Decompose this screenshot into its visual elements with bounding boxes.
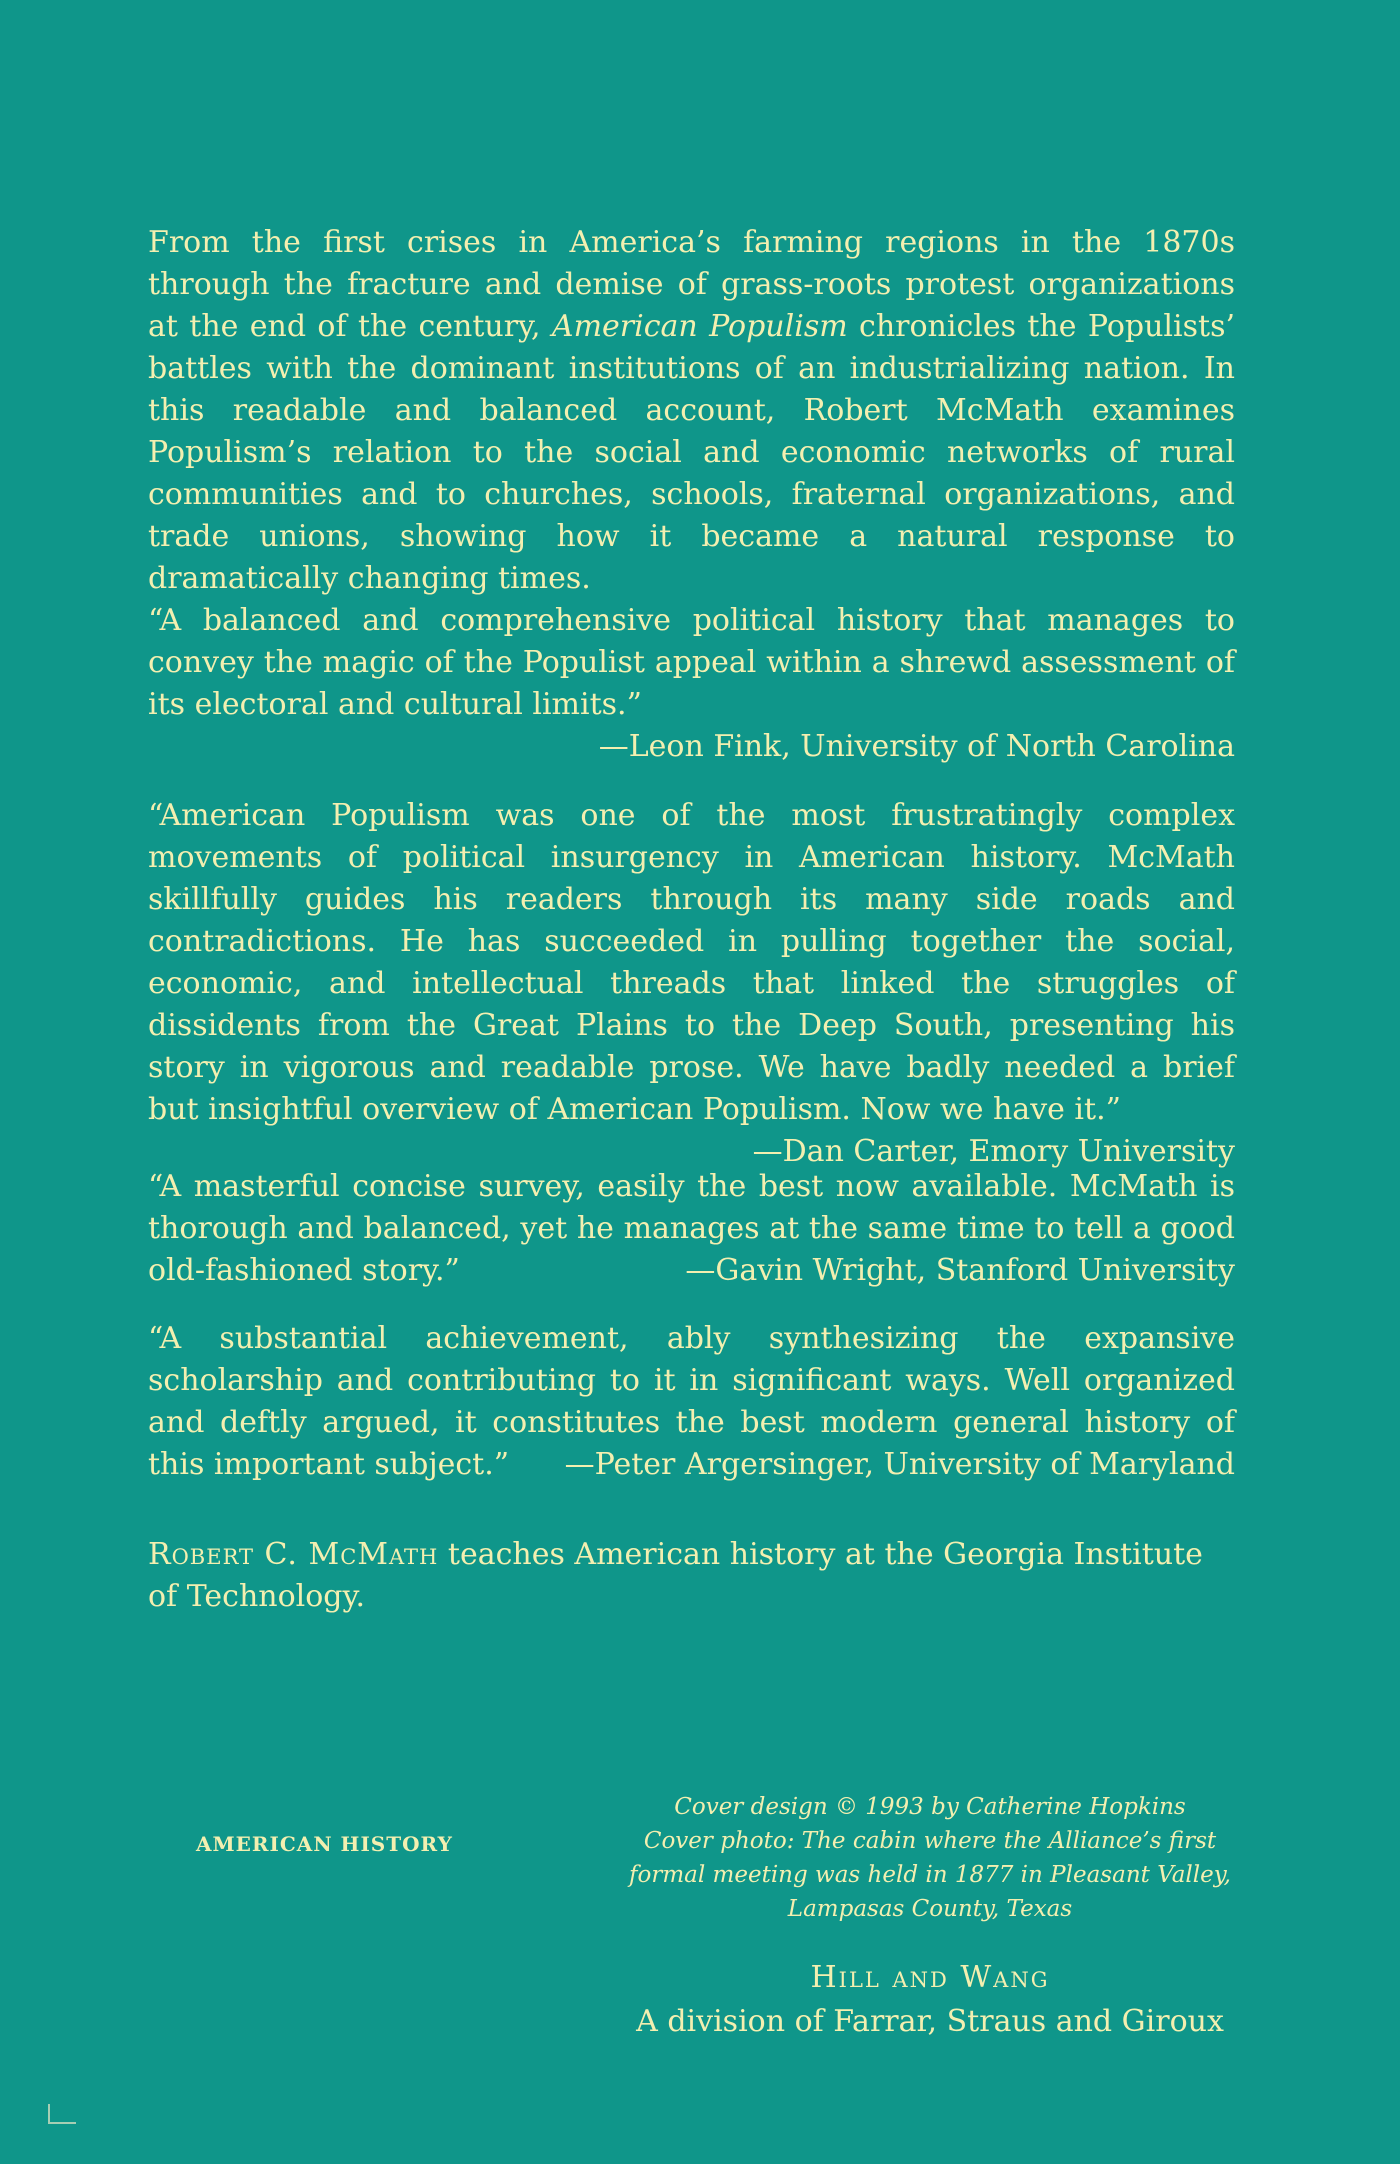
quote-attribution: —Gavin Wright, Stanford University (685, 1253, 1235, 1288)
book-title: American Populism (551, 309, 848, 344)
quote-attribution: —Dan Carter, Emory University (752, 1134, 1235, 1169)
credit-line: formal meeting was held in 1877 in Pleasant Valley, (629, 1862, 1231, 1888)
credit-line: Cover photo: The cabin where the Alliance’s first (643, 1828, 1217, 1854)
quote-attribution: —Peter Argersinger, University of Maryland (564, 1447, 1235, 1482)
category-label: AMERICAN HISTORY (196, 1832, 453, 1856)
quote-text: “American Populism was one of the most frustratingly complex movements of political insurgency in American history. McMath skillfully guides his readers through its many side roads and contradictions. He has succeeded in pulling together the social, economic, and intellectual threads that linked the struggles of dissidents from the Great Plains to the Deep South, presenting his story in vigorous and readable prose. We have badly needed a brief but insightful overview of American Populism. Now we have it.” —Dan Carter, Emory University (148, 795, 1235, 1131)
review-quote (148, 600, 1235, 768)
description-paragraph: From the first crises in America’s farming regions in the 1870s through the fracture and demise of grass-roots protest organizations at the end of the century, American Populism chronicles the Populists’ battles with the dominant institutions of an industrializing nation. In this readable and balanced account, Robert McMath examines Populism’s relation to the social and economic networks of rural communities and to churches, schools, fraternal organizations, and trade unions, showing how it became a natural response to dramatically changing times. (148, 225, 1235, 596)
cover-credits (590, 1790, 1270, 1926)
author-name: Robert C. McMath (148, 1537, 439, 1572)
publisher-name: Hill and Wang (810, 1960, 1050, 1995)
quote-attribution: —Leon Fink, University of North Carolina (598, 729, 1235, 764)
bio-paragraph: Robert C. McMath teaches American history at the Georgia Institute of Technology. (148, 1537, 1203, 1614)
quote-text: “A substantial achievement, ably synthesizing the expansive scholarship and contributing to it in significant ways. Well organized and deftly argued, it constitutes the best modern general history of this important subject.” —Peter Argersinger, University of Maryland (148, 1318, 1235, 1486)
quote-text: “A masterful concise survey, easily the best now available. McMath is thorough and balanced, yet he manages at the same time to tell a good old-fashioned story.” —Gavin Wright, Stanford University (148, 1166, 1235, 1292)
author-bio (148, 1534, 1235, 1618)
quote-text: “A balanced and comprehensive political history that manages to convey the magic of the Populist appeal within a shrewd assessment of its electoral and cultural limits.” (148, 603, 1235, 722)
book-description (148, 222, 1235, 600)
review-quote (148, 1318, 1235, 1486)
corner-mark-icon (48, 2104, 76, 2124)
publisher-division: A division of Farrar, Straus and Giroux (636, 2004, 1224, 2039)
credit-line: Cover design © 1993 by Catherine Hopkins (674, 1794, 1186, 1820)
review-quote (148, 795, 1235, 1173)
review-quote (148, 1166, 1235, 1292)
publisher-block (600, 1956, 1260, 2044)
credit-line: Lampasas County, Texas (787, 1896, 1073, 1922)
